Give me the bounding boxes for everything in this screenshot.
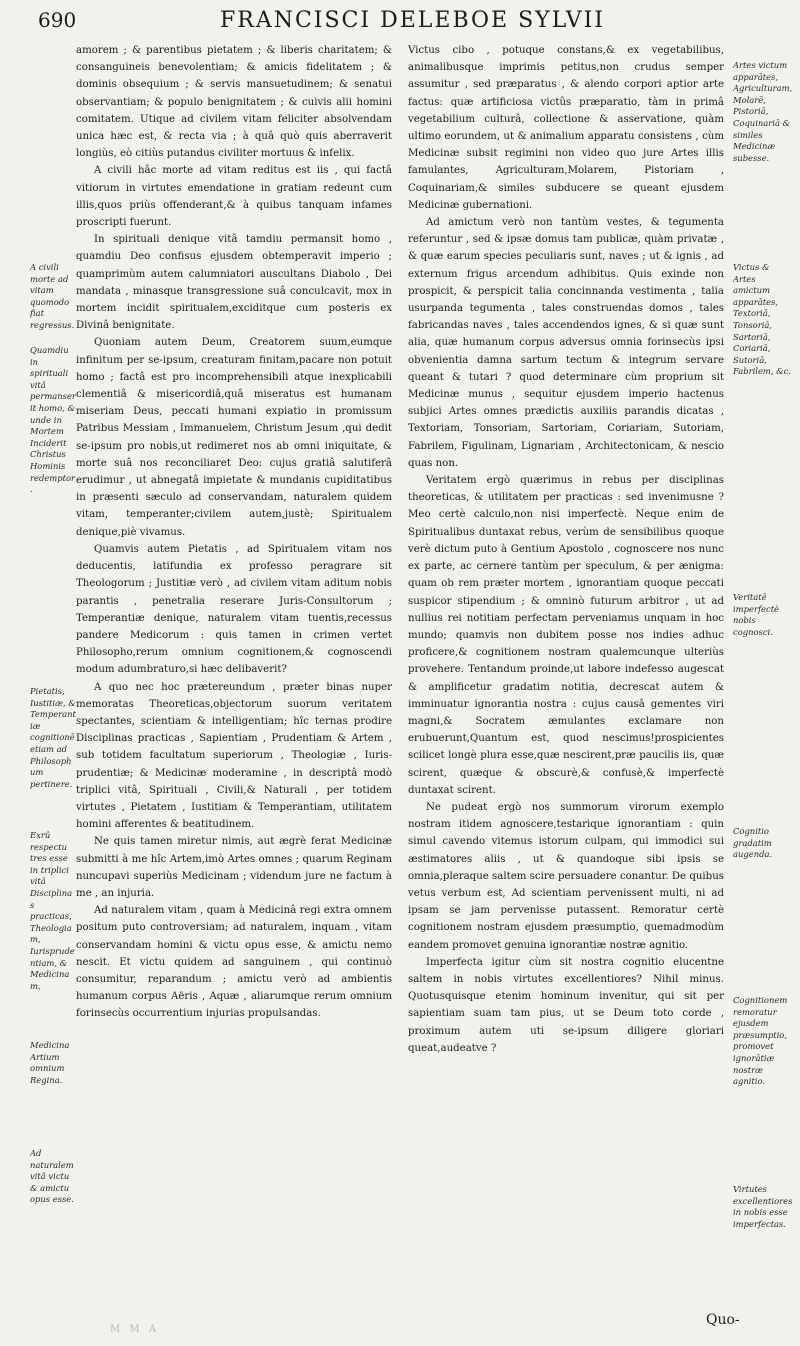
running-title: FRANCISCI DELEBOE SYLVII: [220, 8, 605, 33]
margin-note: Cognitionem remoratur ejusdem præsumptio, promovet ignorātiæ nostræ agnitio.: [733, 995, 788, 1087]
margin-note: Quamdiu in spirituali vitâ permanserit homo, & unde in Mortem Inciderit Christus Hominis redemptor.: [30, 345, 76, 495]
margin-note: Cognitio gradatim augenda.: [733, 826, 773, 860]
margin-note: Medicina Artium omnium Regina.: [30, 1040, 70, 1085]
margin-note: Virtutes excellentiores in nobis esse imperfectas.: [733, 1184, 793, 1229]
margin-note: Veritatē imperfectè nobis cognosci.: [733, 592, 780, 637]
paragraph: amorem ; & parentibus pietatem ; & liberis charitatem; & consanguineis benevolentiam; & amicis fidelitatem ; & dominis obsequium ; & servis mansuetudinem; & senatui observantiam; & populo benignitatem ; & cuivis alii homini comitatem. Utique ad civilem vitam feliciter absolvendam unica hæc est, & recta via ; à quâ quò quis aberraverit longiùs, eò citiùs putandus civiliter mortuus & infelix.: [76, 45, 392, 160]
paragraph: Victus cibo , potuque constans,& ex vegetabilibus, animalibusque imprimis petitus,non crudus semper assumitur , sed præparatus , & alendo corpori aptior arte factus: quæ artificiosa victûs præparatio, tàm in primâ vegetabilium culturâ, collectione & asservatione, quàm ultimo eorundem, ut & animalium apparatu consistens , cùm Medicinæ subsit regimini non video quo jure Artes illis famulantes, Agriculturam,Molarem, Pistoriam , Coquinariam,& similes subducere se queant ejusdem Medicinæ gubernationi.: [408, 45, 724, 211]
margin-note: Artes victum apparātes, Agriculturam, Molarē, Pistoriā, Coquinariā & similes Medicinæ subesse.: [733, 60, 793, 163]
margin-note: Victus & Artes amictum apparātes, Textoriā, Tonsoriā, Sartoriā, Coriariā, Sutoriā, Fabrilem, &c.: [733, 262, 791, 377]
margin-note: A civili morte ad vitam quomodo fiat regressus.: [30, 262, 75, 330]
page-header: [0, 8, 800, 38]
catchword: Quo-: [706, 1312, 740, 1328]
paragraph: Veritatem ergò quærimus in rebus per disciplinas theoreticas, & utilitatem per practicas : sed invenimusne ? Meo certè calculo,non nisi imperfectè. Neque enim de Spiritualibus duntaxat rebus, verùm de sensibilibus quoque verè dictum puto à Gentium Apostolo , cognoscere nos nunc ex parte, ac cernere tantùm per speculum, & per ænigma: quam ob rem præter mortem , ignorantiam quoque peccati suspicor stipendium ; & omninò futurum arbitror , ut ad nullius rei notitiam perfectam perveniamus unquam in hoc mundo; quamvis non dubitem posse nos indies adhuc proficere,& cognitionem nostram qualemcunque ulteriùs provehere. Tentandum proinde,ut labore indefesso augescat & amplificetur gradatim notitia, decrescat autem & imminuatur ignorantia nostra : cujus causâ gementes viri magni,& Socratem æmulantes exclamare non erubuerunt,Quantum est, quod nescimus!prospicientes scilicet longè plura esse,quæ nescirent,præ paucilis iis, quæ scirent, quæque & obscurè,& confusè,& imperfectè duntaxat scirent.: [408, 475, 724, 796]
paragraph: A civili hâc morte ad vitam reditus est iis , qui factâ vitiorum in virtutes emendatione in gratiam redeunt cum illis,quos priùs offenderant,& à quibus tanquam infames proscripti fuerunt.: [76, 165, 392, 229]
paragraph: Quoniam autem Deum, Creatorem suum,eumque infinitum per se-ipsum, creaturam finitam,pacare non potuit homo ; factâ est pro incomprehensibili atque inexplicabili clementiâ & misericordiâ,quâ miseratus est humanam miseriam Deus, peccati humani expiatio in promissum Patribus Messiam , Immanuelem, Christum Jesum ,qui dedit se-ipsum pro nobis,ut redimeret nos ab omni iniquitate, & morte suâ nos reconciliaret Deo: cujus gratiâ salutiferâ erudimur , ut abnegatâ impietate & mundanis cupiditatibus in præsenti sæculo ad conservandam, naturalem quidem vitam, temperanter;civilem autem,justè; Spiritualem denique,piè vivamus.: [76, 337, 392, 538]
paragraph: Ad amictum verò non tantùm vestes, & tegumenta referuntur , sed & ipsæ domus tam publicæ, quàm privatæ , & quæ earum species peculiaris sunt, naves ; ut & ignis , ad externum frigus arcendum adhibitus. Quis exinde non prospicit, & perspicit talia concinnanda vestimenta , talia usurpanda tegumenta , tales construendas domos , tales fabricandas naves , tales accendendos ignes, & si quæ sunt alia, quæ humanum corpus adversus omnia forinsecùs ipsi obvenientia damna sartum tectum & integrum servare queant & tutari ? quod determinare cùm proprium sit Medicinæ munus , sequitur ejusdem imperio hactenus subjici Artes omnes prædictis auxiliis parandis dicatas , Textoriam, Tonsoriam, Sartoriam, Coriariam, Sutoriam, Fabrilem, Figulinam, Lignariam , Architectonicam, & nescio quas non.: [408, 217, 724, 469]
right-text-column: [408, 42, 724, 1057]
left-text-column: [76, 42, 392, 1023]
paragraph: Quamvis autem Pietatis , ad Spiritualem vitam nos deducentis, latifundia ex professo peragrare sit Theologorum ; Justitiæ verò , ad civilem vitam aditum nobis parantis , penetralia reserare Juris-Consultorum ; Temperantiæ denique, naturalem vitam tuentis,recessus pandere Medicorum : quis tamen in crimen vertet Philosopho,rerum omnium cognitionem,& cognoscendi modum adumbraturo,si hæc delibaverit?: [76, 543, 392, 676]
margin-note: Exrû respectu tres esse in triplici vitâ Disciplinas practicas, Theologiam, Iurisprudentiam, & Medicinam.: [30, 830, 75, 991]
paragraph: Ne quis tamen miretur nimis, aut ægrè ferat Medicinæ submitti à me hîc Artem,imò Artes omnes ; quarum Reginam nuncupavi superiùs Medicinam ; videndum jure ne factum à me , an injuria.: [76, 836, 392, 899]
paragraph: Imperfecta igitur cùm sit nostra cognitio elucentne saltem in nobis virtutes excellentiores? Nihil minus. Quotusquisque etenim hominum invenitur, qui sit per sapientiam suam tam pius, ut se Deum toto corde , proximum autem uti se-ipsum diligere gloriari queat,audeatve ?: [408, 956, 724, 1054]
paragraph: In spirituali denique vitâ tamdiu permansit homo , quamdiu Deo confisus ejusdem obtemperavit imperio ; quamprimùm autem calumniatori auscultans Diabolo , Dei mandata , minasque transgressione suâ conculcavit, mox in mortem incidit spiritualem,exciditque cum posteris ex Divinâ benignitate.: [76, 234, 392, 332]
paragraph: A quo nec hoc prætereundum , præter binas nuper memoratas Theoreticas,objectorum suorum veritatem spectantes, scientiam & intelligentiam; hîc ternas prodire Disciplinas practicas , Sapientiam , Prudentiam & Artem , sub totidem facultatum superiorum , Theologiæ , Iuris-prudentiæ; & Medicinæ moderamine , in descriptâ modò triplici vitâ, Spirituali , Civili,& Naturali , per totidem virtutes , Pietatem , Iustitiam & Temperantiam, utilitatem homini afferentes & beatitudinem.: [76, 681, 392, 831]
margin-note: Pietatis, Iustitiæ, & Temperantiæ cognitionē etiam ad Philosophum pertinere.: [30, 686, 76, 789]
paragraph: Ne pudeat ergò nos summorum virorum exemplo nostram itidem agnoscere,testarique ignorantiam : quin simul cavendo vitemus istorum culpam, qui immodici sui æstimatores aliis , ut & quandoque sibi ipsis se omnia,pleraque saltem scire persuadere conantur. De quibus vetus verbum est, Ad scientiam pervenissent multi, ni ad ipsam se jam pervenisse putassent. Remoratur certè cognitionem nostram ejusdem præsumptio, quemadmodùm eandem promovet genuina ignorantiæ nostræ agnitio.: [408, 801, 724, 951]
paragraph: Ad naturalem vitam , quam à Medicinâ regi extra omnem positum puto controversiam; ad naturalem, inquam , vitam conservandam homini & victu opus esse, & amictu nemo nescit. Et victu quidem ad sanguinem , qui continuò consumitur, reparandum ; amictu verò ad ambientis humanum corpus Aëris , Aquæ , aliarumque rerum omnium forinsecùs occurrentium injurias propulsandas.: [76, 905, 392, 1020]
margin-note: Ad naturalem vitâ victu & amictu opus esse.: [30, 1148, 74, 1205]
page-number: 690: [38, 8, 77, 32]
bottom-smudge: M M A: [110, 1324, 160, 1335]
